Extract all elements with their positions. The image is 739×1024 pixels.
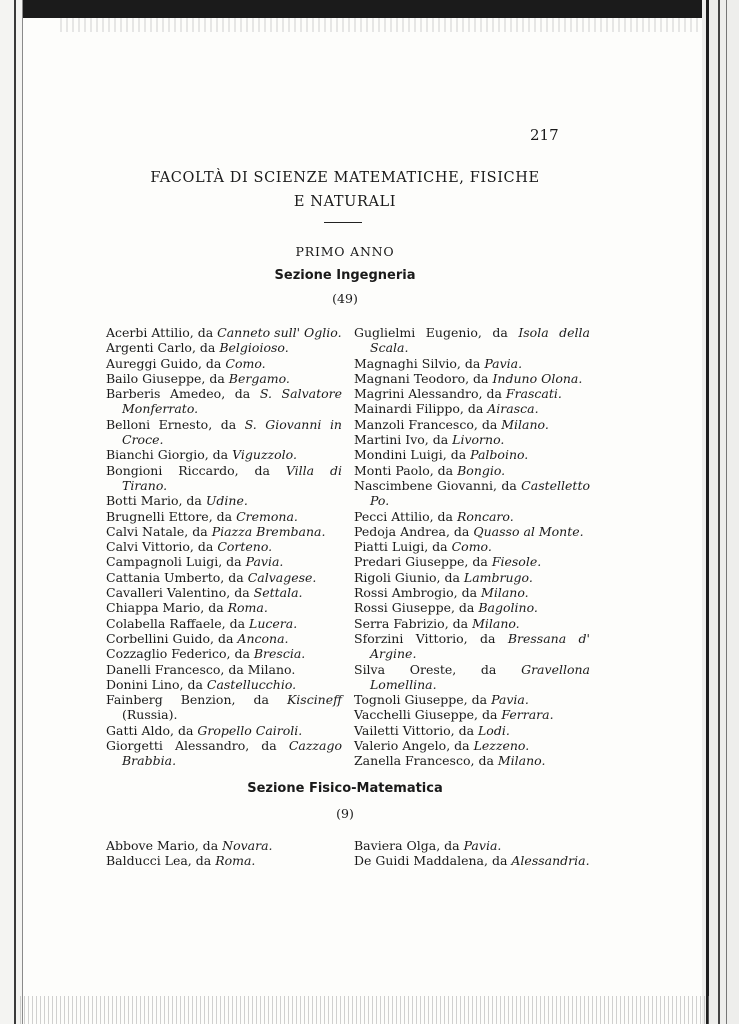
student-name: Mondini Luigi, da — [354, 447, 471, 463]
student-name: Argenti Carlo, da — [106, 340, 220, 356]
student-entry — [354, 662, 590, 693]
student-entry — [106, 386, 342, 417]
student-hometown: Canneto sull' Oglio. — [217, 325, 342, 340]
student-hometown: Ancona. — [237, 630, 289, 646]
scan-right-line — [726, 0, 727, 1024]
student-name: Valerio Angelo, da — [354, 738, 474, 754]
student-entry — [106, 539, 342, 554]
student-name: Predari Giuseppe, da — [354, 554, 492, 570]
student-hometown: Roma. — [215, 853, 256, 869]
student-hometown: Como. — [225, 355, 266, 371]
student-hometown: Settala. — [253, 585, 303, 601]
student-hometown: Roncaro. — [456, 508, 514, 524]
student-name: Tognoli Giuseppe, da — [354, 692, 492, 708]
scan-left-border — [0, 0, 23, 1024]
student-name: Bailo Giuseppe, da — [106, 370, 229, 386]
student-name: Mainardi Filippo, da — [354, 401, 488, 417]
student-hometown: Quasso al Monte. — [473, 523, 584, 539]
faculty-title — [100, 166, 590, 214]
student-hometown: Udine. — [205, 493, 248, 509]
student-entry — [354, 463, 590, 478]
student-entry — [354, 692, 590, 707]
student-hometown: Roma. — [227, 600, 268, 616]
student-name: Fainberg Benzion, da — [106, 692, 287, 708]
student-name: De Guidi Maddalena, da — [354, 853, 512, 869]
faculty-title-line: FACOLTÀ DI SCIENZE MATEMATICHE, FISICHE — [150, 170, 540, 186]
student-entry — [354, 524, 590, 539]
student-list-left — [106, 838, 342, 869]
student-hometown: Pavia. — [491, 692, 529, 708]
student-name: Nascimbene Giovanni, da — [354, 477, 522, 493]
student-hometown: S. Salvatore Monferrato. — [122, 386, 343, 417]
section-heading: Sezione Ingegneria — [274, 268, 416, 283]
year-heading: PRIMO ANNO — [295, 244, 395, 259]
student-entry — [354, 707, 590, 722]
student-entry — [354, 723, 590, 738]
student-name: Martini Ivo, da — [354, 432, 453, 448]
student-name: Barberis Amedeo, da — [106, 386, 260, 402]
student-name: Serra Fabrizio, da — [354, 615, 473, 631]
student-entry — [106, 447, 342, 462]
scan-left-line — [14, 0, 16, 1024]
student-entry — [106, 600, 342, 615]
student-entry — [354, 570, 590, 585]
scan-top-border — [0, 0, 739, 18]
student-entry — [354, 738, 590, 753]
student-entry — [106, 631, 342, 646]
student-entry — [106, 838, 342, 853]
student-entry — [106, 853, 342, 868]
student-hometown: Cremona. — [236, 508, 298, 524]
student-list-left — [106, 325, 342, 769]
student-name: Baviera Olga, da — [354, 838, 464, 853]
student-name: Pecci Attilio, da — [354, 508, 457, 524]
student-country: (Russia). — [122, 707, 178, 723]
student-entry — [354, 539, 590, 554]
student-name: Rigoli Giunio, da — [354, 569, 464, 585]
student-hometown: S. Giovanni in Croce. — [122, 416, 342, 448]
student-entry — [354, 401, 590, 416]
student-hometown: Bongio. — [457, 462, 506, 478]
student-hometown: Pavia. — [463, 838, 502, 853]
student-hometown: Kiscineff — [286, 692, 342, 708]
student-name: Campagnoli Luigi, da — [106, 554, 246, 570]
student-name: Abbove Mario, da — [106, 838, 223, 853]
student-name: Belloni Ernesto, da — [106, 416, 245, 432]
student-entry — [354, 509, 590, 524]
student-name: Bongioni Riccardo, da — [106, 462, 286, 478]
student-entry — [106, 570, 342, 585]
student-entry — [106, 340, 342, 355]
student-name: Balducci Lea, da — [106, 853, 216, 869]
student-name: Vacchelli Giuseppe, da — [354, 707, 502, 723]
student-hometown: Bergamo. — [228, 370, 290, 386]
student-name: Magnani Teodoro, da — [354, 370, 493, 386]
student-hometown: Lambrugo. — [463, 569, 533, 585]
student-hometown: Bressana d' Argine. — [370, 630, 590, 662]
student-entry — [354, 356, 590, 371]
student-name: Bianchi Giorgio, da — [106, 447, 233, 463]
student-hometown: Lezzeno. — [473, 738, 530, 754]
faculty-title-line: E NATURALI — [293, 194, 397, 210]
student-hometown: Bagolino. — [478, 600, 538, 616]
student-entry — [354, 478, 590, 509]
student-entry — [106, 738, 342, 769]
student-hometown: Cazzago Brabbia. — [122, 738, 342, 769]
student-hometown: Isola della Scala. — [370, 325, 590, 356]
student-hometown: Induno Olona. — [492, 370, 583, 386]
student-name: Chiappa Mario, da — [106, 600, 228, 616]
student-hometown: Brescia. — [253, 646, 306, 662]
section-heading: Sezione Fisico-Matematica — [247, 781, 443, 796]
student-hometown: Ferrara. — [501, 707, 554, 723]
title-divider — [324, 222, 362, 223]
student-hometown: Milano. — [497, 753, 546, 769]
student-name: Zanella Francesco, da — [354, 753, 498, 769]
student-name: Cavalleri Valentino, da — [106, 585, 254, 601]
scan-right-line — [718, 0, 720, 1024]
student-name: Gatti Aldo, da — [106, 722, 198, 738]
section-count: (9) — [336, 806, 354, 821]
student-name: Cozzaglio Federico, da — [106, 646, 254, 662]
student-entry — [106, 463, 342, 494]
student-name: Danelli Francesco, da Milano. — [106, 661, 296, 677]
student-entry — [106, 554, 342, 569]
student-name: Cattania Umberto, da — [106, 569, 248, 585]
student-name: Calvi Natale, da — [106, 523, 212, 539]
student-list-right — [354, 838, 590, 869]
student-entry — [354, 616, 590, 631]
student-hometown: Palboino. — [470, 447, 529, 463]
student-entry — [106, 356, 342, 371]
student-hometown: Castellucchio. — [206, 676, 297, 692]
student-name: Guglielmi Eugenio, da — [354, 325, 519, 340]
student-hometown: Gravellona Lomellina. — [370, 661, 590, 692]
student-entry — [354, 631, 590, 662]
student-hometown: Livorno. — [452, 432, 505, 448]
student-entry — [354, 853, 590, 868]
student-hometown: Viguzzolo. — [232, 447, 297, 463]
student-entry — [106, 524, 342, 539]
student-entry — [354, 432, 590, 447]
student-hometown: Belgioioso. — [219, 340, 289, 356]
student-name: Aureggi Guido, da — [106, 355, 226, 371]
student-hometown: Gropello Cairoli. — [197, 722, 303, 738]
student-entry — [106, 417, 342, 448]
student-name: Magnaghi Silvio, da — [354, 355, 485, 371]
scan-bottom-noise — [20, 996, 710, 1024]
student-entry — [354, 447, 590, 462]
student-hometown: Pavia. — [484, 355, 523, 371]
student-hometown: Villa di Tirano. — [122, 462, 342, 493]
student-hometown: Calvagese. — [247, 569, 317, 585]
student-hometown: Milano. — [501, 416, 549, 432]
student-hometown: Piazza Brembana. — [211, 523, 326, 539]
student-entry — [354, 838, 590, 853]
student-name: Piatti Luigi, da — [354, 539, 452, 555]
student-hometown: Airasca. — [487, 401, 539, 417]
student-hometown: Lucera. — [249, 615, 298, 631]
student-name: Silva Oreste, da — [354, 661, 522, 677]
student-name: Sforzini Vittorio, da — [354, 630, 508, 646]
student-name: Giorgetti Alessandro, da — [106, 738, 289, 754]
student-name: Botti Mario, da — [106, 493, 206, 509]
student-entry — [354, 417, 590, 432]
student-hometown: Como. — [451, 539, 492, 555]
section-count: (49) — [332, 291, 358, 306]
student-entry — [106, 585, 342, 600]
scan-top-noise — [60, 18, 700, 32]
student-name: Magrini Alessandro, da — [354, 386, 506, 402]
student-entry — [106, 509, 342, 524]
student-hometown: Lodi. — [478, 722, 510, 738]
student-name: Colabella Raffaele, da — [106, 615, 250, 631]
student-hometown: Corteno. — [217, 539, 273, 555]
student-entry — [354, 325, 590, 356]
student-entry — [106, 646, 342, 661]
student-name: Calvi Vittorio, da — [106, 539, 218, 555]
student-hometown: Alessandria. — [511, 853, 590, 869]
student-name: Manzoli Francesco, da — [354, 416, 502, 432]
student-name: Brugnelli Ettore, da — [106, 508, 237, 524]
student-entry — [106, 616, 342, 631]
scan-right-line — [706, 0, 709, 1024]
student-entry — [354, 554, 590, 569]
student-name: Monti Paolo, da — [354, 462, 458, 478]
student-entry — [106, 662, 342, 677]
student-entry — [106, 723, 342, 738]
student-name: Rossi Giuseppe, da — [354, 600, 479, 616]
student-name: Rossi Ambrogio, da — [354, 585, 482, 601]
student-name: Corbellini Guido, da — [106, 630, 238, 646]
student-name: Acerbi Attilio, da — [106, 325, 218, 340]
student-hometown: Novara. — [222, 838, 273, 853]
student-hometown: Milano. — [472, 615, 520, 631]
student-entry — [354, 753, 590, 768]
student-name: Pedoja Andrea, da — [354, 523, 474, 539]
student-list-right — [354, 325, 590, 769]
student-entry — [354, 600, 590, 615]
student-entry — [106, 325, 342, 340]
student-entry — [354, 585, 590, 600]
student-hometown: Castelletto Po. — [370, 477, 590, 509]
student-hometown: Fiesole. — [491, 554, 542, 570]
student-hometown: Pavia. — [245, 554, 284, 570]
student-name: Donini Lino, da — [106, 676, 207, 692]
student-entry — [106, 677, 342, 692]
student-name: Vailetti Vittorio, da — [354, 722, 478, 738]
student-entry — [106, 493, 342, 508]
student-entry — [354, 386, 590, 401]
page-number: 217 — [530, 126, 559, 144]
student-entry — [106, 692, 342, 723]
student-hometown: Frascati. — [505, 386, 562, 402]
student-hometown: Milano. — [481, 585, 529, 601]
student-entry — [106, 371, 342, 386]
student-entry — [354, 371, 590, 386]
